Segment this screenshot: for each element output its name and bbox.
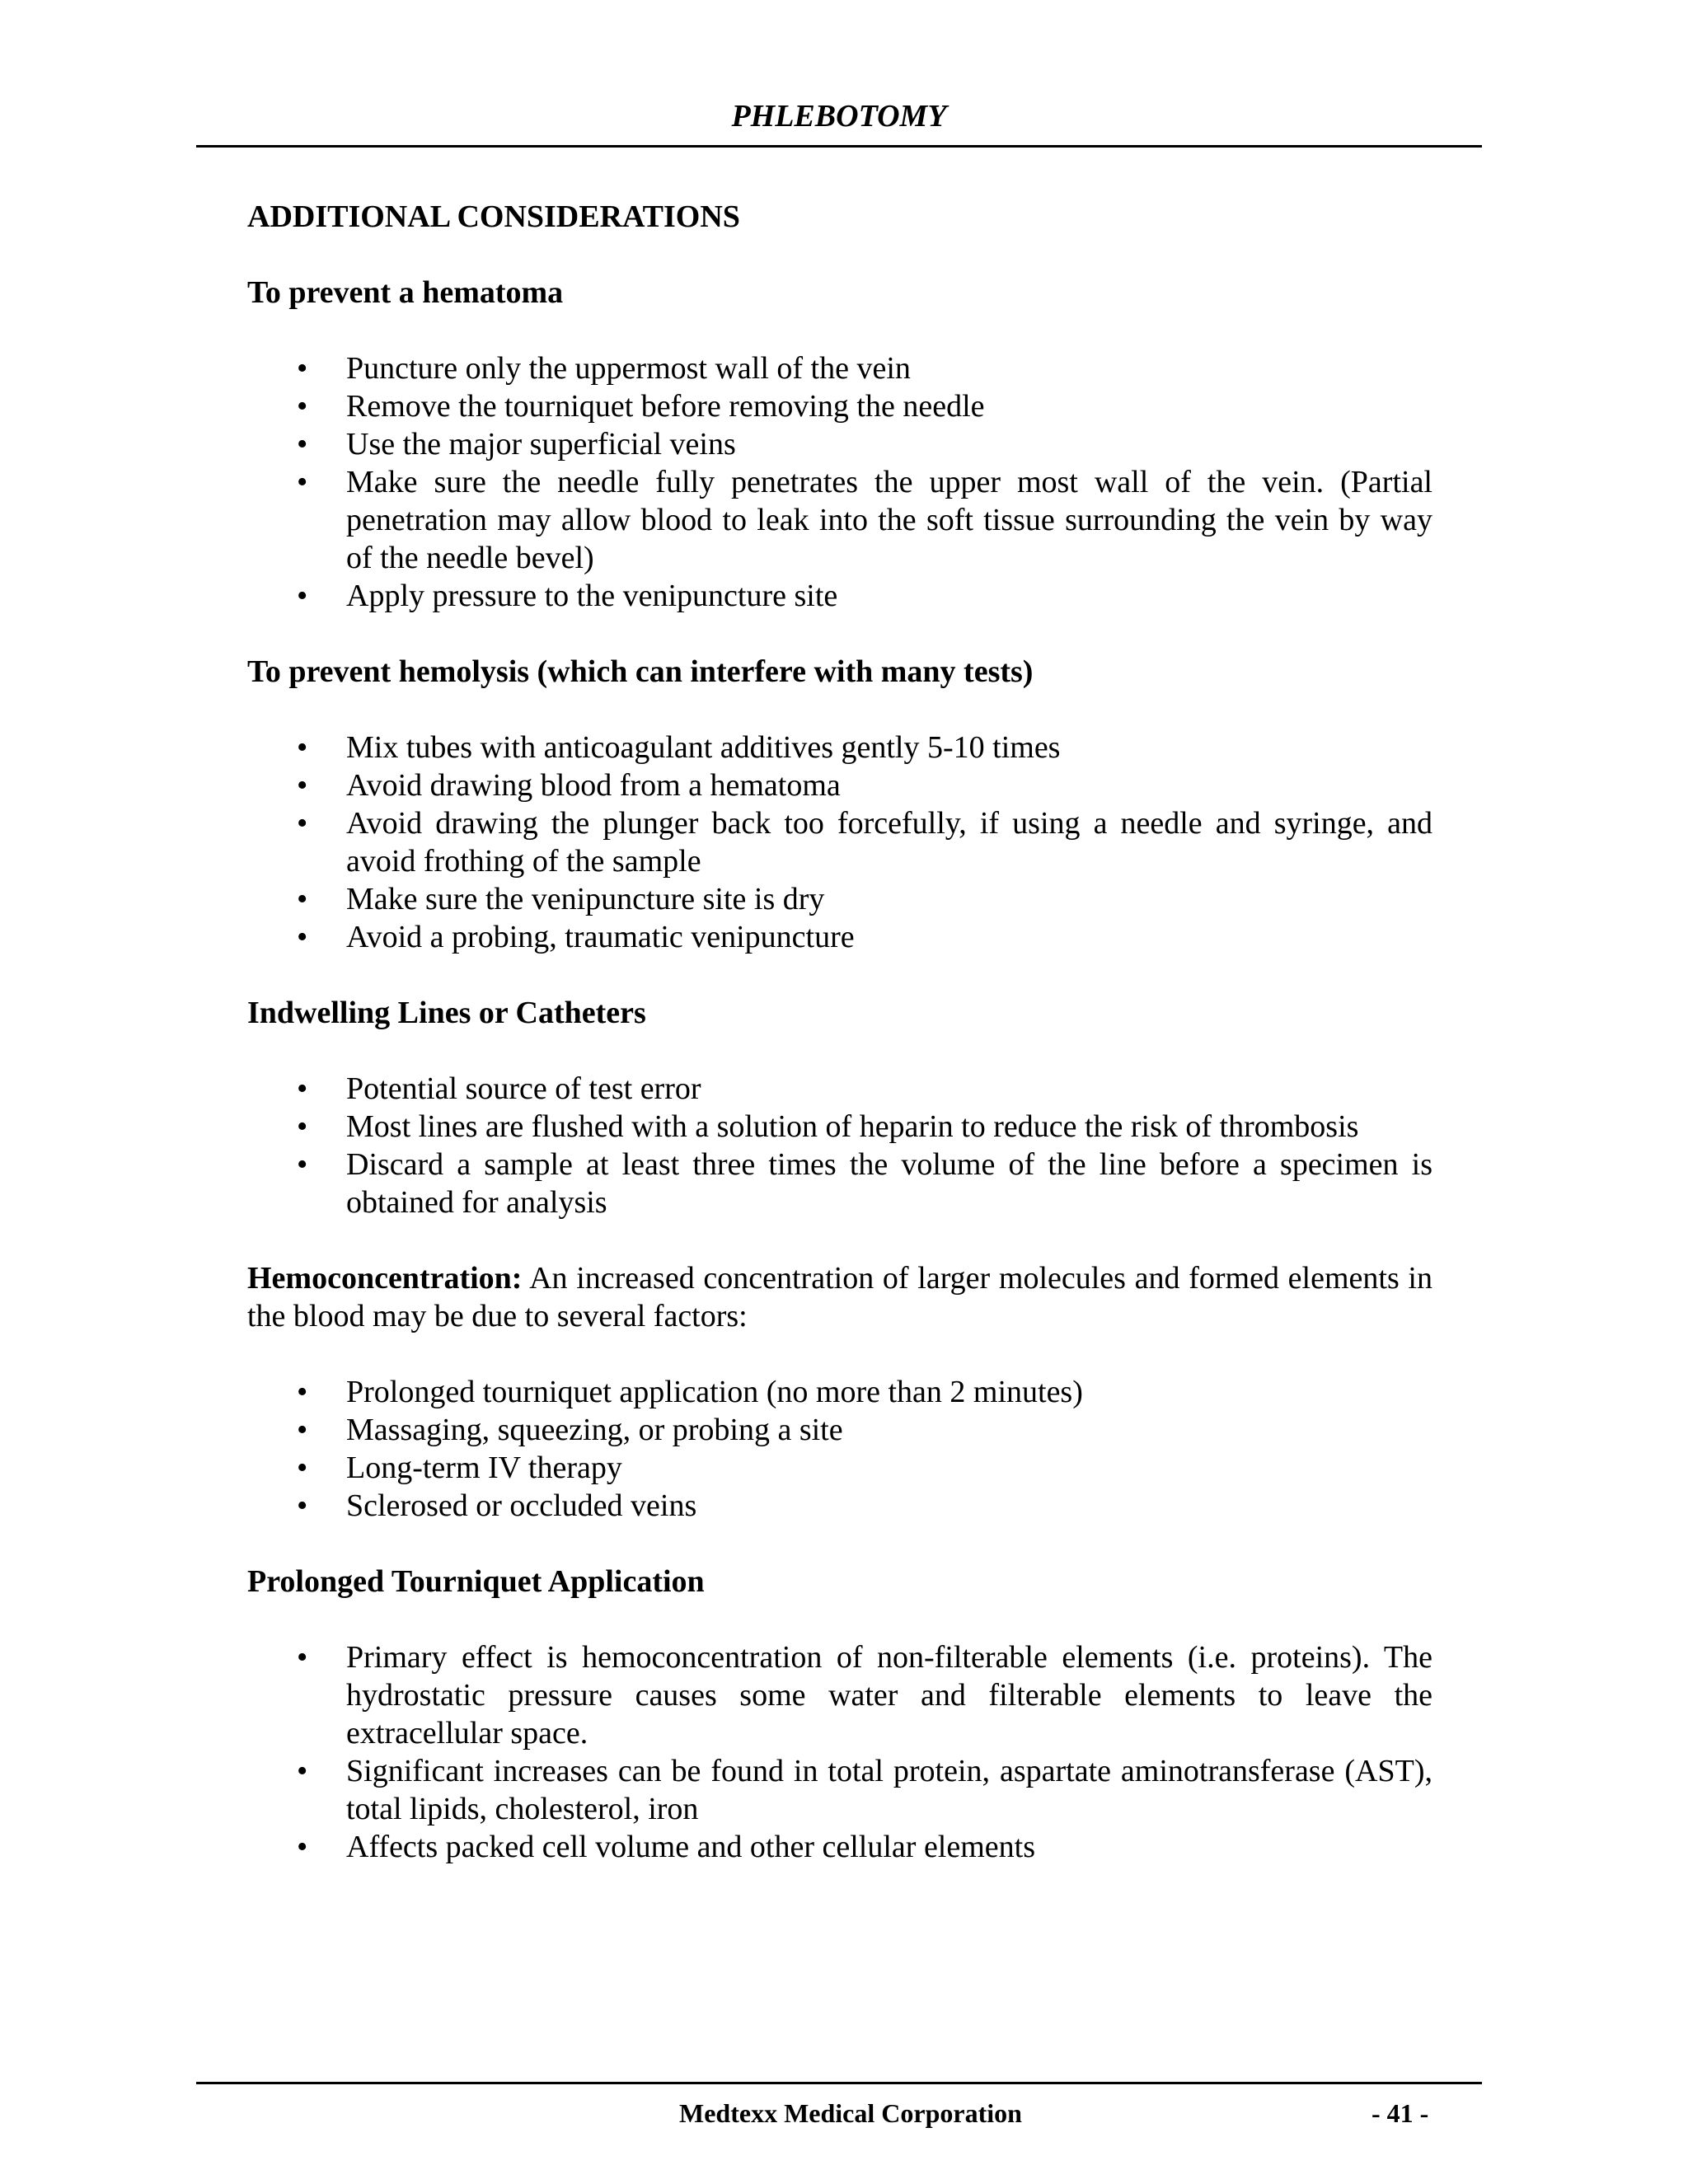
list-item (247, 729, 1432, 766)
list-item-text: Most lines are flushed with a solution of heparin to reduce the risk of thrombosis (346, 1109, 1359, 1144)
section-heading: Indwelling Lines or Catheters (247, 996, 646, 1030)
list-item-text: Remove the tourniquet before removing the needle (346, 389, 985, 424)
footer-company: Medtexx Medical Corporation (679, 2098, 1022, 2128)
list-item (247, 1828, 1432, 1866)
bullet-icon: • (297, 806, 308, 841)
bullet-icon: • (297, 389, 308, 424)
section-heading: To prevent a hematoma (247, 275, 564, 310)
bullet-list (247, 349, 1432, 615)
list-item (247, 387, 1432, 425)
list-item (247, 1070, 1432, 1108)
list-item-text: Make sure the venipuncture site is dry (346, 882, 825, 916)
list-item (247, 1411, 1432, 1449)
list-item-text: Affects packed cell volume and other cellular elements (346, 1830, 1035, 1864)
bullet-icon: • (297, 768, 308, 803)
list-item (247, 880, 1432, 918)
bullet-icon: • (297, 1488, 308, 1523)
bullet-icon: • (297, 1640, 308, 1675)
bullet-icon: • (297, 1754, 308, 1788)
list-item-text: Avoid drawing blood from a hematoma (346, 768, 841, 803)
section-heading: Prolonged Tourniquet Application (247, 1564, 705, 1599)
bullet-icon: • (297, 1071, 308, 1106)
bullet-icon: • (297, 1109, 308, 1144)
list-item (247, 918, 1432, 956)
list-item (247, 1752, 1432, 1828)
list-item (247, 804, 1432, 880)
section-prolonged-tourniquet (247, 1563, 1432, 1866)
section-hemolysis (247, 653, 1432, 956)
bullet-icon: • (297, 351, 308, 386)
list-item-text: Significant increases can be found in total protein, aspartate aminotransferase (AST), total lipids, cholesterol, iron (346, 1754, 1432, 1826)
list-item (247, 1146, 1432, 1221)
section-heading: To prevent hemolysis (which can interfere with many tests) (247, 654, 1034, 689)
bullet-icon: • (297, 579, 308, 613)
list-item-text: Puncture only the uppermost wall of the vein (346, 351, 911, 386)
bullet-list (247, 1070, 1432, 1221)
paragraph-lead: Hemoconcentration: (247, 1261, 523, 1296)
list-item-text: Make sure the needle fully penetrates the upper most wall of the vein. (Partial penetration may allow blood to leak into the soft tissue surrounding the vein by way of the needle bevel) (346, 465, 1432, 575)
list-item (247, 463, 1432, 577)
bullet-icon: • (297, 1830, 308, 1864)
list-item-text: Potential source of test error (346, 1071, 701, 1106)
list-item-text: Massaging, squeezing, or probing a site (346, 1413, 843, 1447)
list-item (247, 1373, 1432, 1411)
bullet-list (247, 729, 1432, 956)
list-item (247, 425, 1432, 463)
bullet-list (247, 1373, 1432, 1525)
list-item-text: Avoid a probing, traumatic venipuncture (346, 920, 855, 954)
bullet-icon: • (297, 1413, 308, 1447)
list-item-text: Avoid drawing the plunger back too forcefully, if using a needle and syringe, and avoid frothing of the sample (346, 806, 1432, 879)
page-header-title: PHLEBOTOMY (731, 99, 947, 134)
list-item-text: Mix tubes with anticoagulant additives gently 5-10 times (346, 730, 1061, 765)
main-title: ADDITIONAL CONSIDERATIONS (247, 199, 740, 234)
list-item (247, 349, 1432, 387)
list-item (247, 766, 1432, 804)
bullet-icon: • (297, 1451, 308, 1485)
footer-page-number: - 41 - (1372, 2098, 1429, 2128)
bullet-icon: • (297, 1375, 308, 1409)
bullet-icon: • (297, 730, 308, 765)
bullet-icon: • (297, 920, 308, 954)
bullet-list (247, 1638, 1432, 1866)
list-item-text: Use the major superficial veins (346, 427, 736, 462)
list-item-text: Primary effect is hemoconcentration of non-filterable elements (i.e. proteins). The hydrostatic pressure causes some water and filterable elements to leave the extracellular space. (346, 1640, 1432, 1750)
page-content (247, 198, 1432, 1904)
hemoconcentration-paragraph (247, 1259, 1432, 1335)
list-item (247, 577, 1432, 615)
paragraph-text: An increased concentration of larger molecules and formed elements in the blood may be due to several factors: (247, 1261, 1432, 1333)
section-hemoconcentration (247, 1259, 1432, 1525)
header-rule (196, 145, 1482, 148)
bullet-icon: • (297, 427, 308, 462)
bullet-icon: • (297, 1147, 308, 1182)
list-item (247, 1638, 1432, 1752)
list-item-text: Apply pressure to the venipuncture site (346, 579, 838, 613)
section-indwelling-lines (247, 994, 1432, 1221)
list-item-text: Discard a sample at least three times the volume of the line before a specimen is obtained for analysis (346, 1147, 1432, 1220)
list-item (247, 1449, 1432, 1487)
bullet-icon: • (297, 882, 308, 916)
footer-rule (196, 2082, 1482, 2084)
list-item-text: Sclerosed or occluded veins (346, 1488, 697, 1523)
list-item (247, 1487, 1432, 1525)
bullet-icon: • (297, 465, 308, 499)
list-item-text: Long-term IV therapy (346, 1451, 622, 1485)
list-item (247, 1108, 1432, 1146)
list-item-text: Prolonged tourniquet application (no more than 2 minutes) (346, 1375, 1083, 1409)
section-hematoma (247, 274, 1432, 615)
